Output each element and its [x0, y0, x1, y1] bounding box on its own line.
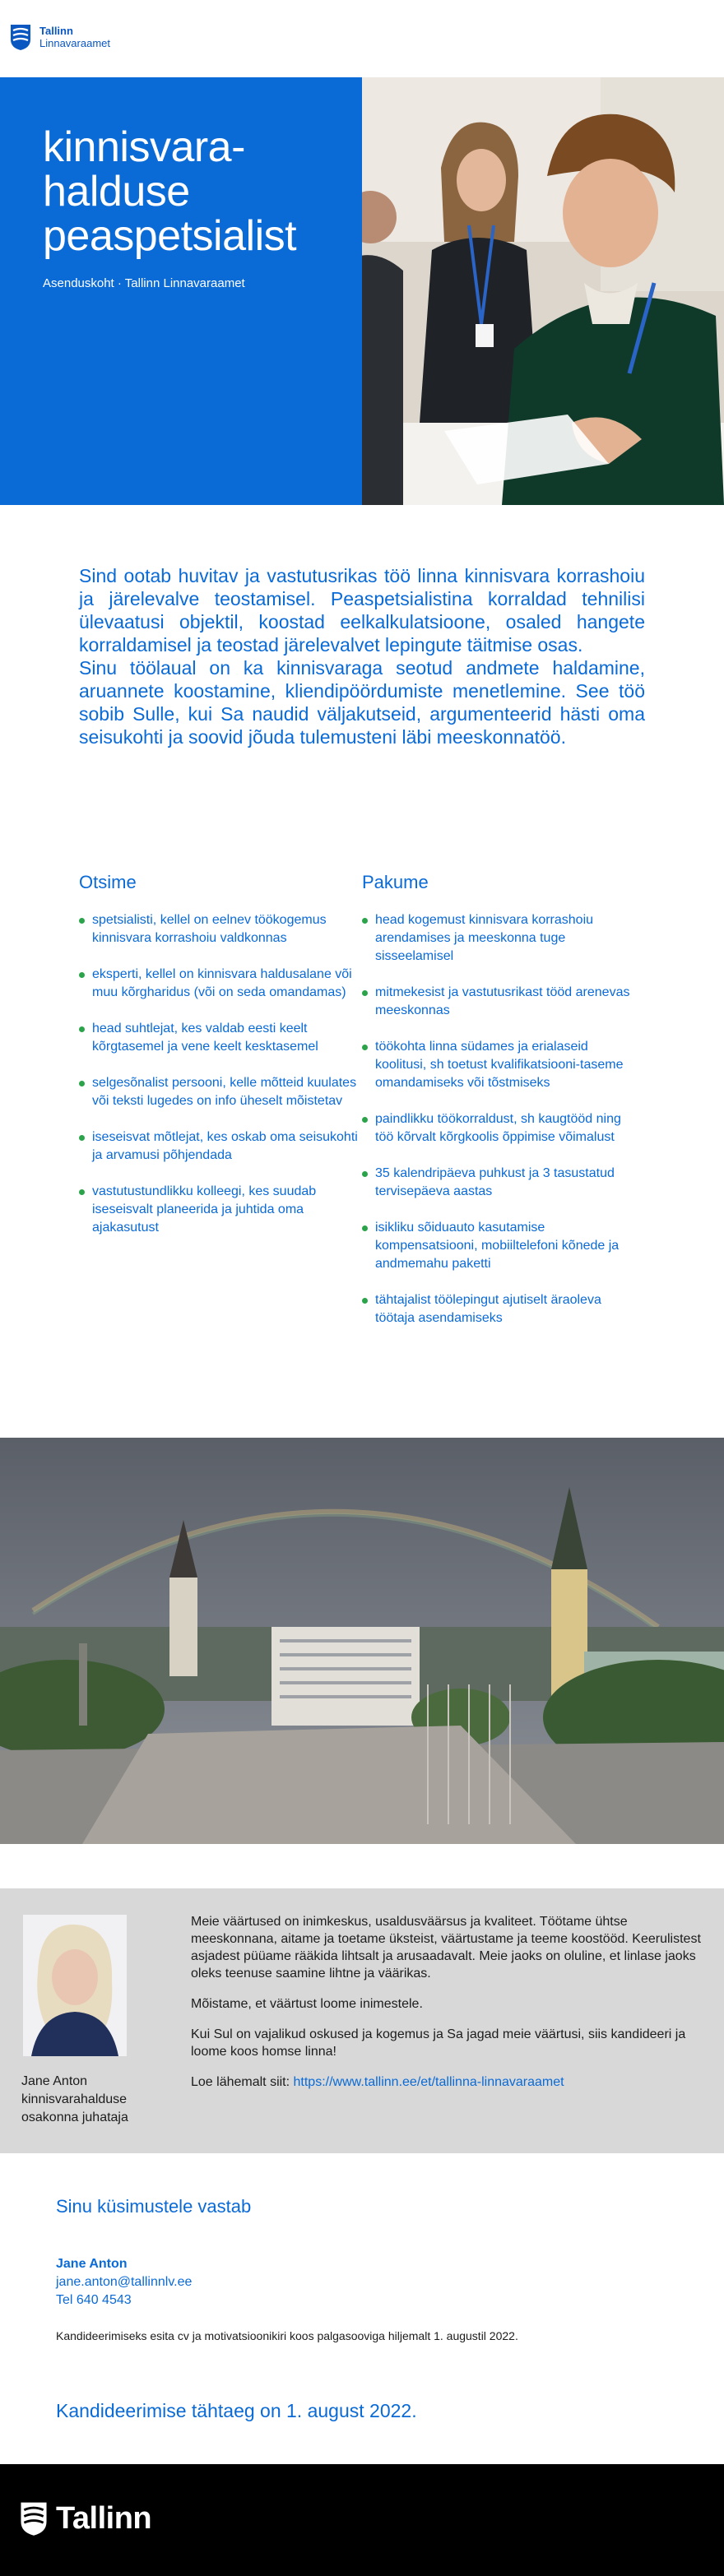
otsime-list: [79, 911, 359, 1237]
linnavaraamet-link[interactable]: https://www.tallinn.ee/et/tallinna-linnavaraamet: [293, 2075, 564, 2089]
contact-email[interactable]: jane.anton@tallinnlv.ee: [56, 2275, 193, 2289]
list-item: paindlikku töökorraldust, sh kaugtööd ning töö kõrvalt kõrgkoolis õppimise võimalust: [362, 1110, 642, 1147]
list-item: tähtajalist töölepingut ajutiselt äraoleva töötaja asendamiseks: [362, 1291, 642, 1327]
footer-tallinn-logo[interactable]: [20, 2500, 151, 2537]
manager-quote-section: [0, 1888, 724, 2153]
manager-role: kinnisvarahalduse osakonna juhataja: [21, 2092, 128, 2124]
contact-section: [56, 2196, 681, 2344]
otsime-heading: Otsime: [79, 872, 137, 892]
hero-section: [0, 77, 724, 505]
pakume-list: [362, 911, 642, 1327]
job-title: [43, 125, 355, 258]
logo-line1: Tallinn: [39, 25, 73, 37]
intro-paragraph: Sinu töölaual on ka kinnisvaraga seotud andmete haldamine, aruannete koostamine, kliendipöördumiste menetlemine. See töö sobib Sulle, kui Sa naudid väljakutseid, argumenteerid hästi oma seisukohti ja soovid jõuda tulemusteni läbi meeskonnatöö.: [79, 657, 645, 748]
job-title-line: kinnisvara-: [43, 123, 245, 171]
logo-line2: Linnavaraamet: [39, 37, 110, 49]
tallinn-logo[interactable]: [10, 23, 110, 51]
top-header: [0, 0, 724, 77]
footer: [0, 2464, 724, 2576]
pakume-column: [362, 872, 642, 1346]
team-photo-illustration: [362, 77, 724, 505]
contact-name: Jane Anton: [56, 2257, 128, 2271]
list-item: töökohta linna südames ja erialaseid koolitusi, sh toetust kvalifikatsiooni-taseme omandamiseks või tõstmiseks: [362, 1038, 642, 1092]
manager-portrait: [23, 1915, 127, 2056]
list-item: isikliku sõiduauto kasutamise kompensatsiooni, mobiiltelefoni kõnede ja andmemahu paketti: [362, 1219, 642, 1273]
tallinn-city-illustration: [0, 1438, 724, 1844]
tallinn-shield-icon: [20, 2500, 48, 2537]
quote-paragraph: Meie väärtused on inimkeskus, usaldusväärsus ja kvaliteet. Töötame ühtse meeskonnana, aitame ja toetame üksteist, väärtustame ja teeme koostööd. Keerulistest asjadest püüame rääkida lihtsalt ja arusaadavalt. Meie jaoks on oluline, et linlase jaoks oleks teenuse saamine lihtne ja väärikas.: [191, 1915, 701, 1981]
read-more-line: [191, 2073, 709, 2091]
intro-paragraph: Sind ootab huvitav ja vastutusrikas töö linna kinnisvara korrashoiu ja järelevalve teostamisel. Peaspetsialistina korraldad tehnilisi ülevaatusi objektil, koostad eelkalkulatsioone, osaled hangete korraldamisel ja teostad järelevalvet lepingute täitmise osas.: [79, 565, 645, 656]
logo-text: [39, 25, 110, 49]
pakume-heading: Pakume: [362, 872, 429, 892]
application-deadline: Kandideerimise tähtaeg on 1. august 2022.: [56, 2400, 417, 2421]
team-photo: [362, 77, 724, 505]
intro-text: [79, 564, 645, 748]
quote-paragraph: Mõistame, et väärtust loome inimestele.: [191, 1997, 423, 2011]
city-photo: [0, 1438, 724, 1844]
list-item: vastutustundlikku kolleegi, kes suudab iseseisvalt planeerida ja juhtida oma ajakasutust: [79, 1183, 359, 1237]
job-title-line: halduse: [43, 168, 190, 215]
footer-logo-text: Tallinn: [56, 2500, 152, 2536]
application-note: Kandideerimiseks esita cv ja motivatsioonikiri koos palgasooviga hiljemalt 1. augustil 2022.: [56, 2329, 518, 2342]
job-title-line: peaspetsialist: [43, 212, 297, 260]
tallinn-shield-icon: [10, 23, 31, 51]
manager-quote: [191, 1913, 709, 2104]
list-item: 35 kalendripäeva puhkust ja 3 tasustatud tervisepäeva aastas: [362, 1165, 642, 1201]
list-item: mitmekesist ja vastutusrikast tööd arenevas meeskonnas: [362, 984, 642, 1020]
list-item: head suhtlejat, kes valdab eesti keelt kõrgtasemel ja vene keelt kesktasemel: [79, 1020, 359, 1056]
quote-paragraph: Kui Sul on vajalikud oskused ja kogemus ja Sa jagad meie väärtusi, siis kandideeri ja loome koos homse linna!: [191, 2027, 686, 2059]
manager-photo: [23, 1915, 127, 2056]
manager-caption: [21, 2073, 161, 2127]
list-item: head kogemust kinnisvara korrashoiu arendamises ja meeskonna tuge sisseelamisel: [362, 911, 642, 966]
otsime-column: [79, 872, 359, 1255]
contact-heading: Sinu küsimustele vastab: [56, 2196, 252, 2217]
hero-title-panel: [0, 77, 362, 505]
list-item: spetsialisti, kellel on eelnev töökogemus kinnisvara korrashoiu valdkonnas: [79, 911, 359, 947]
list-item: selgesõnalist persooni, kelle mõtteid kuulates või teksti lugedes on info üheselt mõistetav: [79, 1074, 359, 1110]
manager-name: Jane Anton: [21, 2074, 88, 2088]
list-item: iseseisvat mõtlejat, kes oskab oma seisukohti ja arvamusi põhjendada: [79, 1128, 359, 1165]
list-item: eksperti, kellel on kinnisvara haldusalane või muu kõrgharidus (või on seda omandamas): [79, 966, 359, 1002]
contact-phone[interactable]: Tel 640 4543: [56, 2293, 132, 2307]
job-subtitle: Asenduskoht · Tallinn Linnavaraamet: [43, 276, 245, 290]
read-more-prefix: Loe lähemalt siit:: [191, 2075, 290, 2089]
